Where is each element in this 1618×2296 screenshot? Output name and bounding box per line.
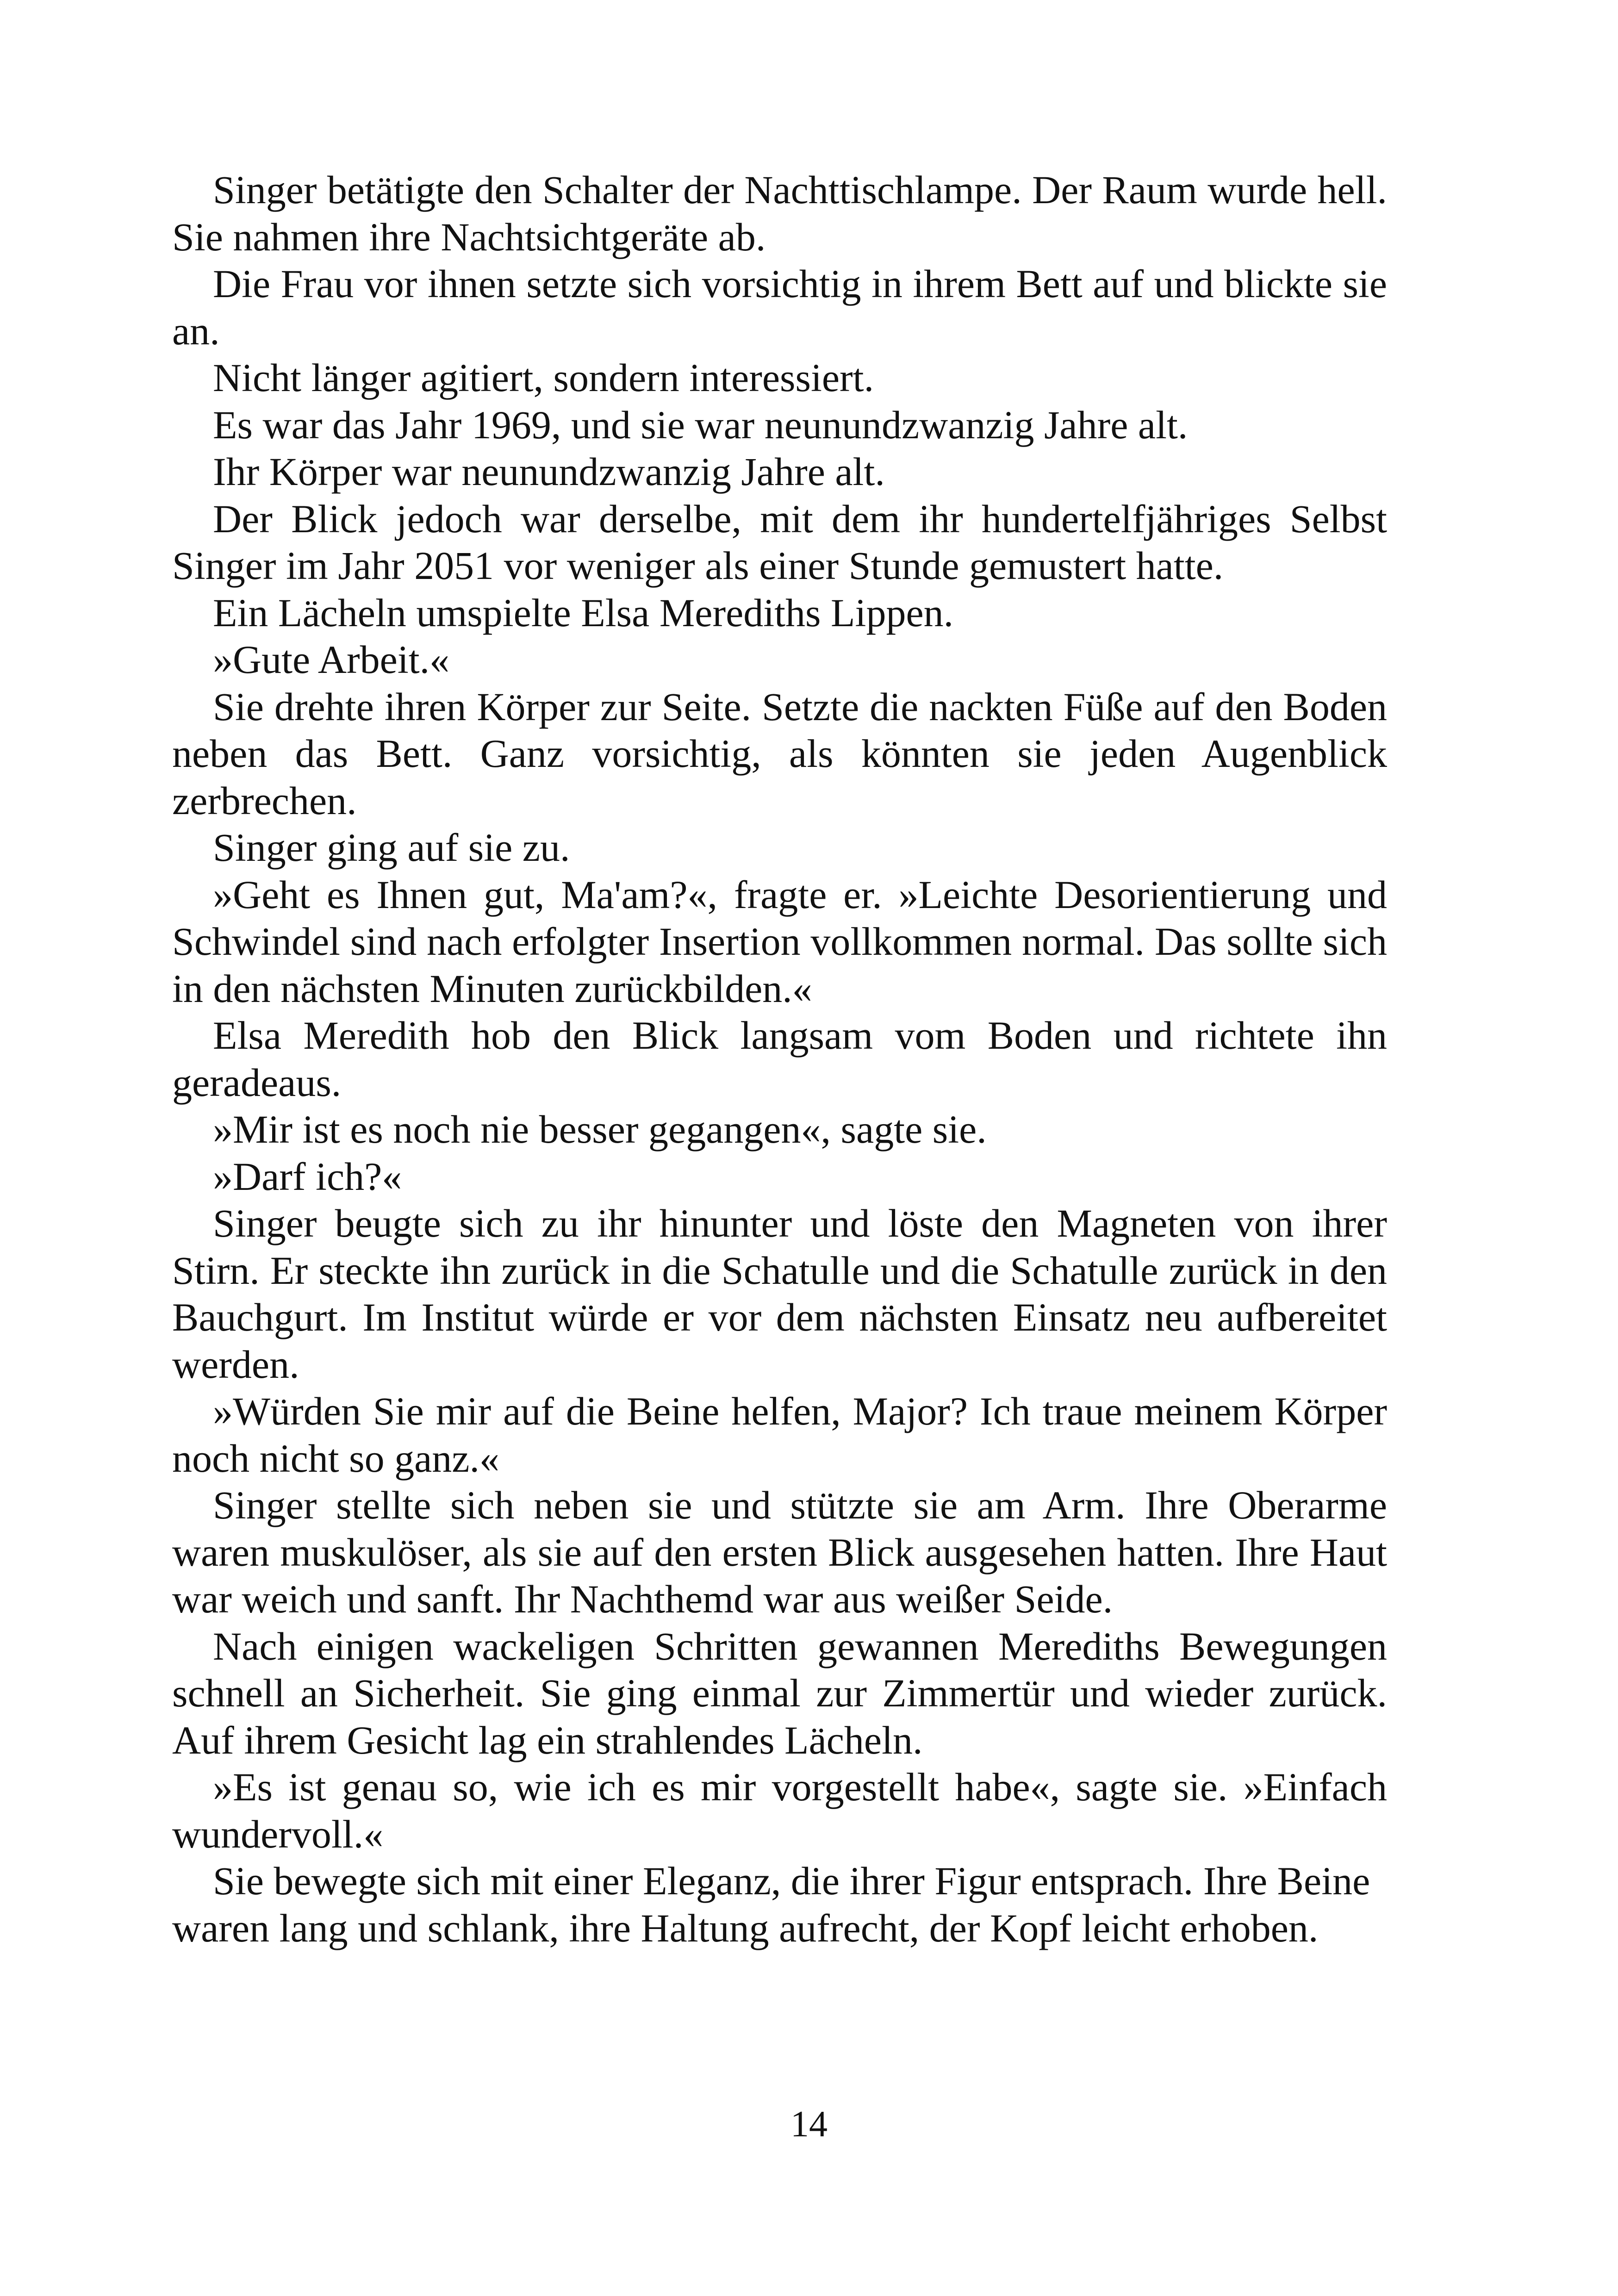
paragraph: Es war das Jahr 1969, und sie war neunundzwanzig Jahre alt.	[213, 402, 1188, 447]
paragraph: »Darf ich?«	[213, 1154, 402, 1199]
paragraph: Sie drehte ihren Körper zur Seite. Setzte die nackten Füße auf den Boden neben das Bett. Ganz vorsichtig, als könnten sie jeden Augenblick zerbrechen.	[172, 684, 1387, 823]
paragraph: Singer beugte sich zu ihr hinunter und löste den Magneten von ihrer Stirn. Er steckte ihn zurück in die Schatulle und die Schatulle zurück in den Bauchgurt. Im Institut würde er vor dem nächsten Einsatz neu aufbereitet werden.	[172, 1201, 1387, 1387]
body-text	[172, 167, 1387, 1952]
paragraph: Singer ging auf sie zu.	[213, 825, 570, 870]
paragraph: Elsa Meredith hob den Blick langsam vom Boden und richtete ihn geradeaus.	[172, 1013, 1387, 1105]
paragraph: Ein Lächeln umspielte Elsa Merediths Lippen.	[213, 590, 954, 635]
paragraph: »Mir ist es noch nie besser gegangen«, sagte sie.	[213, 1107, 987, 1151]
paragraph: Singer betätigte den Schalter der Nachttischlampe. Der Raum wurde hell. Sie nahmen ihre Nachtsichtgeräte ab.	[172, 168, 1387, 259]
paragraph: Nicht länger agitiert, sondern interessiert.	[213, 355, 874, 400]
paragraph: »Geht es Ihnen gut, Ma'am?«, fragte er. »Leichte Desorientierung und Schwindel sind nach erfolgter Insertion vollkommen normal. Das sollte sich in den nächsten Minuten zurückbilden.«	[172, 872, 1387, 1011]
paragraph: »Würden Sie mir auf die Beine helfen, Major? Ich traue meinem Körper noch nicht so ganz.«	[172, 1389, 1387, 1481]
paragraph: »Gute Arbeit.«	[213, 637, 450, 682]
page-number: 14	[790, 2104, 828, 2145]
paragraph: Nach einigen wackeligen Schritten gewannen Merediths Bewegungen schnell an Sicherheit. Sie ging einmal zur Zimmertür und wieder zurück. Auf ihrem Gesicht lag ein strahlendes Lächeln.	[172, 1624, 1387, 1762]
paragraph: Der Blick jedoch war derselbe, mit dem ihr hundertelfjähriges Selbst Singer im Jahr 2051 vor weniger als einer Stunde gemustert hatte.	[172, 496, 1387, 588]
paragraph: Sie bewegte sich mit einer Eleganz, die ihrer Figur entsprach. Ihre Beine waren lang und schlank, ihre Haltung aufrecht, der Kopf leicht erhoben.	[172, 1859, 1370, 1950]
paragraph: Singer stellte sich neben sie und stützte sie am Arm. Ihre Oberarme waren muskulöser, als sie auf den ersten Blick ausgesehen hatten. Ihre Haut war weich und sanft. Ihr Nachthemd war aus weißer Seide.	[172, 1483, 1387, 1621]
paragraph: »Es ist genau so, wie ich es mir vorgestellt habe«, sagte sie. »Einfach wundervoll.«	[172, 1765, 1387, 1856]
paragraph: Die Frau vor ihnen setzte sich vorsichtig in ihrem Bett auf und blickte sie an.	[172, 261, 1387, 353]
paragraph: Ihr Körper war neunundzwanzig Jahre alt.	[213, 449, 885, 494]
